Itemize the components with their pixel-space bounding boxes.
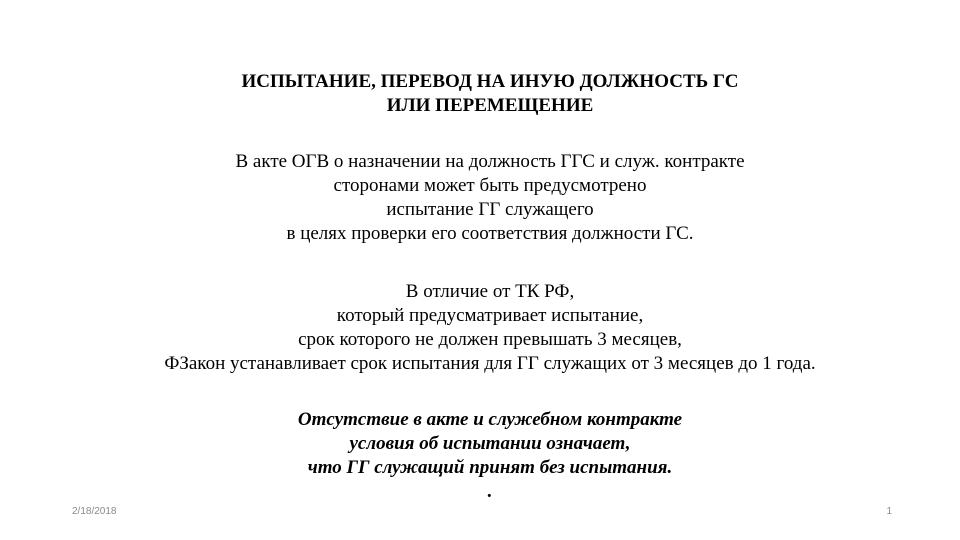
text-line: который предусматривает испытание, (336, 305, 644, 326)
text-line: В акте ОГВ о назначении на должность ГГС и служ. контракте (235, 151, 745, 172)
text-line: сторонами может быть предусмотрено (333, 175, 647, 196)
text-line: В отличие от ТК РФ, (405, 281, 575, 302)
title-line: ИСПЫТАНИЕ, ПЕРЕВОД НА ИНУЮ ДОЛЖНОСТЬ ГС (241, 71, 739, 92)
text-line: Отсутствие в акте и служебном контракте (297, 409, 683, 430)
footer-date: 2/18/2018 (72, 506, 117, 517)
text-line: . (487, 481, 493, 502)
text-line: ФЗакон устанавливает срок испытания для ГГ служащих от 3 месяцев до 1 года. (164, 353, 816, 374)
text-line: срок которого не должен превышать 3 месяцев, (298, 329, 682, 350)
text-line: в целях проверки его соответствия должности ГС. (286, 223, 694, 244)
text-line: испытание ГГ служащего (386, 199, 594, 220)
slide-title (100, 70, 880, 118)
text-line: условия об испытании означает, (349, 433, 631, 454)
paragraph-probation-term (40, 280, 940, 376)
paragraph-emphasis (160, 408, 820, 504)
footer-page-number: 1 (886, 506, 892, 517)
text-line: что ГГ служащий принят без испытания. (307, 457, 673, 478)
title-line: ИЛИ ПЕРЕМЕЩЕНИЕ (386, 95, 594, 116)
paragraph-probation-clause (100, 150, 880, 246)
